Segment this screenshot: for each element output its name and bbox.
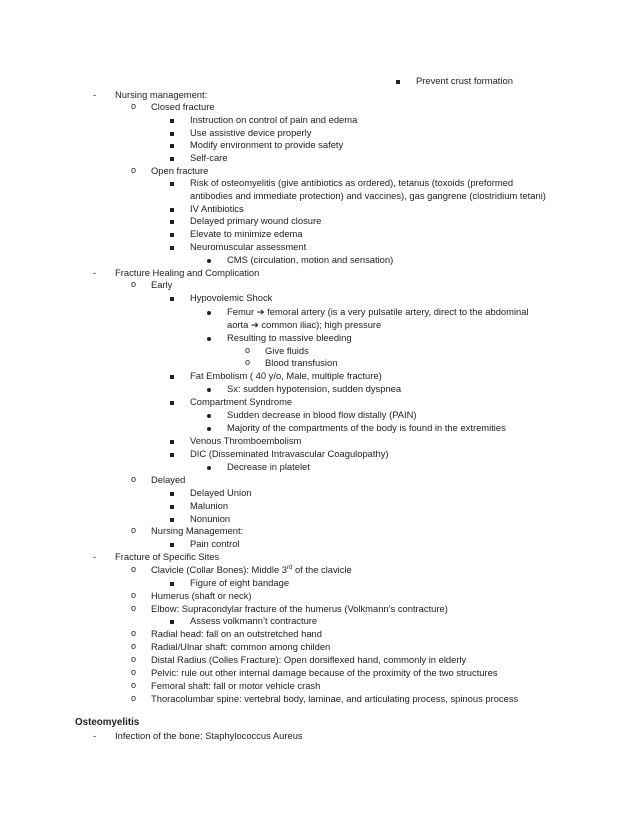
line-text: Fat Embolism ( 40 y/o, Male, multiple fracture) — [190, 370, 382, 381]
section-heading — [75, 717, 139, 728]
line-text: Elevate to minimize edema — [190, 228, 303, 239]
round-bullet-icon — [207, 254, 211, 265]
line-text: Radial head: fall on an outstretched hand — [151, 628, 322, 639]
list-item-text — [115, 89, 207, 100]
list-item-text — [190, 190, 546, 201]
list-item-text — [265, 357, 337, 368]
list-item-text — [151, 279, 172, 290]
line-text: Give fluids — [265, 345, 309, 356]
line-text: Pelvic: rule out other internal damage because of the proximity of the two structures — [151, 667, 498, 678]
line-text: CMS (circulation, motion and sensation) — [227, 254, 394, 265]
circle-bullet-icon: o — [131, 279, 137, 289]
list-item-text — [227, 254, 393, 265]
list-item-text — [190, 215, 321, 226]
list-item-text — [227, 306, 529, 317]
list-item-text — [190, 500, 228, 511]
list-item-text — [151, 654, 466, 665]
list-item-text — [115, 267, 259, 278]
list-item-text — [151, 628, 322, 639]
square-bullet-icon — [396, 75, 400, 86]
list-item-text — [227, 332, 352, 343]
line-text: IV Antibiotics — [190, 203, 244, 214]
list-item-text — [190, 370, 382, 381]
square-bullet-icon — [170, 513, 174, 524]
line-text: Nursing Management: — [151, 525, 244, 536]
list-item-text — [227, 383, 401, 394]
circle-bullet-icon: o — [131, 590, 137, 600]
circle-bullet-icon: o — [245, 357, 251, 367]
round-bullet-icon — [207, 383, 211, 394]
circle-bullet-icon: o — [131, 165, 137, 175]
line-text: antibodies and immediate protection) and vaccines), gas gangrene (clostridium tetani) — [190, 190, 546, 201]
line-text: Decrease in platelet — [227, 461, 310, 472]
line-text: Early — [151, 279, 173, 290]
circle-bullet-icon: o — [131, 564, 137, 574]
list-item-text — [151, 667, 498, 678]
list-item-text — [190, 127, 311, 138]
line-text: Risk of osteomyelitis (give antibiotics as ordered), tetanus (toxoids (preformed — [190, 177, 514, 188]
square-bullet-icon — [170, 577, 174, 588]
line-text: Radial/Ulnar shaft: common among childen — [151, 641, 331, 652]
line-text: Self-care — [190, 152, 228, 163]
list-item-text — [190, 203, 244, 214]
circle-bullet-icon: o — [131, 525, 137, 535]
square-bullet-icon — [170, 396, 174, 407]
line-text: aorta ➔ common iliac); high pressure — [227, 319, 382, 330]
line-text: Nursing management: — [115, 89, 208, 100]
line-text: Femur ➔ femoral artery (is a very pulsatile artery, direct to the abdominal — [227, 306, 529, 317]
list-item-text — [151, 165, 208, 176]
line-text: Pain control — [190, 538, 240, 549]
line-text: Compartment Syndrome — [190, 396, 293, 407]
square-bullet-icon — [170, 370, 174, 381]
circle-bullet-icon: o — [131, 474, 137, 484]
list-item-text — [227, 409, 417, 420]
list-item-text — [190, 448, 389, 459]
list-item-text — [151, 641, 330, 652]
list-item-text — [190, 241, 306, 252]
square-bullet-icon — [170, 203, 174, 214]
round-bullet-icon — [207, 306, 211, 317]
line-text: Prevent crust formation — [416, 75, 513, 86]
line-text: Venous Thromboembolism — [190, 435, 302, 446]
square-bullet-icon — [170, 448, 174, 459]
list-item-text — [151, 564, 352, 575]
list-item-text — [265, 345, 309, 356]
circle-bullet-icon: o — [131, 693, 137, 703]
square-bullet-icon — [170, 114, 174, 125]
square-bullet-icon — [170, 139, 174, 150]
list-item-text — [190, 292, 272, 303]
square-bullet-icon — [170, 152, 174, 163]
list-item-text — [115, 551, 219, 562]
square-bullet-icon — [170, 241, 174, 252]
line-text: Femoral shaft: fall or motor vehicle crash — [151, 680, 321, 691]
list-item-text — [151, 101, 215, 112]
round-bullet-icon — [207, 332, 211, 343]
list-item-text — [190, 435, 301, 446]
square-bullet-icon — [170, 487, 174, 498]
line-text: Hypovolemic Shock — [190, 292, 273, 303]
list-item-text — [227, 461, 310, 472]
line-text: Humerus (shaft or neck) — [151, 590, 252, 601]
list-item-text — [190, 615, 317, 626]
circle-bullet-icon: o — [245, 345, 251, 355]
line-text: Osteomyelitis — [75, 717, 140, 728]
line-text: Elbow: Supracondylar fracture of the humerus (Volkmann’s contracture) — [151, 603, 448, 614]
line-text: Nonunion — [190, 513, 231, 524]
list-item-text — [190, 177, 513, 188]
list-item-text — [416, 75, 513, 86]
list-item-text — [190, 396, 292, 407]
square-bullet-icon — [170, 215, 174, 226]
circle-bullet-icon: o — [131, 654, 137, 664]
line-text: Neuromuscular assessment — [190, 241, 307, 252]
list-item-text — [151, 474, 185, 485]
circle-bullet-icon: o — [131, 680, 137, 690]
list-item-text — [190, 577, 289, 588]
list-item-text — [190, 487, 252, 498]
dash-bullet: - — [93, 551, 97, 562]
list-item-text — [227, 422, 506, 433]
dash-bullet: - — [93, 89, 97, 100]
line-text: DIC (Disseminated Intravascular Coagulopathy) — [190, 448, 389, 459]
list-item-text — [151, 693, 518, 704]
line-text: Figure of eight bandage — [190, 577, 290, 588]
line-text: Malunion — [190, 500, 229, 511]
line-text: Closed fracture — [151, 101, 215, 112]
line-text: Delayed primary wound closure — [190, 215, 322, 226]
circle-bullet-icon: o — [131, 667, 137, 677]
line-text: Open fracture — [151, 165, 209, 176]
list-item-text — [190, 228, 303, 239]
line-text: Sudden decrease in blood flow distally (PAIN) — [227, 409, 417, 420]
round-bullet-icon — [207, 461, 211, 472]
square-bullet-icon — [170, 538, 174, 549]
square-bullet-icon — [170, 615, 174, 626]
dash-bullet: - — [93, 730, 97, 741]
list-item-text — [190, 139, 343, 150]
round-bullet-icon — [207, 409, 211, 420]
line-text: Sx: sudden hypotension, sudden dyspnea — [227, 383, 402, 394]
list-item-text — [151, 590, 252, 601]
square-bullet-icon — [170, 177, 174, 188]
dash-bullet: - — [93, 267, 97, 278]
line-text: Blood transfusion — [265, 357, 338, 368]
line-text: Infection of the bone; Staphylococcus Aureus — [115, 730, 303, 741]
square-bullet-icon — [170, 228, 174, 239]
square-bullet-icon — [170, 292, 174, 303]
circle-bullet-icon: o — [131, 603, 137, 613]
line-text: Fracture of Specific Sites — [115, 551, 220, 562]
line-text: Thoracolumbar spine: vertebral body, laminae, and articulating process, spinous process — [151, 693, 519, 704]
line-text: Clavicle (Collar Bones): Middle 3 — [151, 564, 287, 575]
list-item-text — [190, 513, 230, 524]
square-bullet-icon — [170, 435, 174, 446]
list-item-text — [151, 603, 448, 614]
line-text-continued: of the clavicle — [292, 564, 352, 575]
line-text: Modify environment to provide safety — [190, 139, 344, 150]
square-bullet-icon — [170, 500, 174, 511]
line-text: Use assistive device properly — [190, 127, 312, 138]
circle-bullet-icon: o — [131, 101, 137, 111]
line-text: Delayed — [151, 474, 186, 485]
list-item-text — [190, 538, 240, 549]
line-text: Fracture Healing and Complication — [115, 267, 260, 278]
line-text: Majority of the compartments of the body is found in the extremities — [227, 422, 506, 433]
line-text: Delayed Union — [190, 487, 252, 498]
list-item-text — [190, 114, 357, 125]
list-item-text — [151, 680, 320, 691]
square-bullet-icon — [170, 127, 174, 138]
list-item-text — [151, 525, 243, 536]
line-text: Distal Radius (Colles Fracture): Open dorsiflexed hand, commonly in elderly — [151, 654, 467, 665]
circle-bullet-icon: o — [131, 641, 137, 651]
line-text: Assess volkmann’t contracture — [190, 615, 318, 626]
circle-bullet-icon: o — [131, 628, 137, 638]
superscript: rd — [287, 564, 293, 571]
line-text: Resulting to massive bleeding — [227, 332, 352, 343]
round-bullet-icon — [207, 422, 211, 433]
list-item-text — [115, 730, 303, 741]
line-text: Instruction on control of pain and edema — [190, 114, 358, 125]
list-item-text — [227, 319, 381, 330]
list-item-text — [190, 152, 228, 163]
